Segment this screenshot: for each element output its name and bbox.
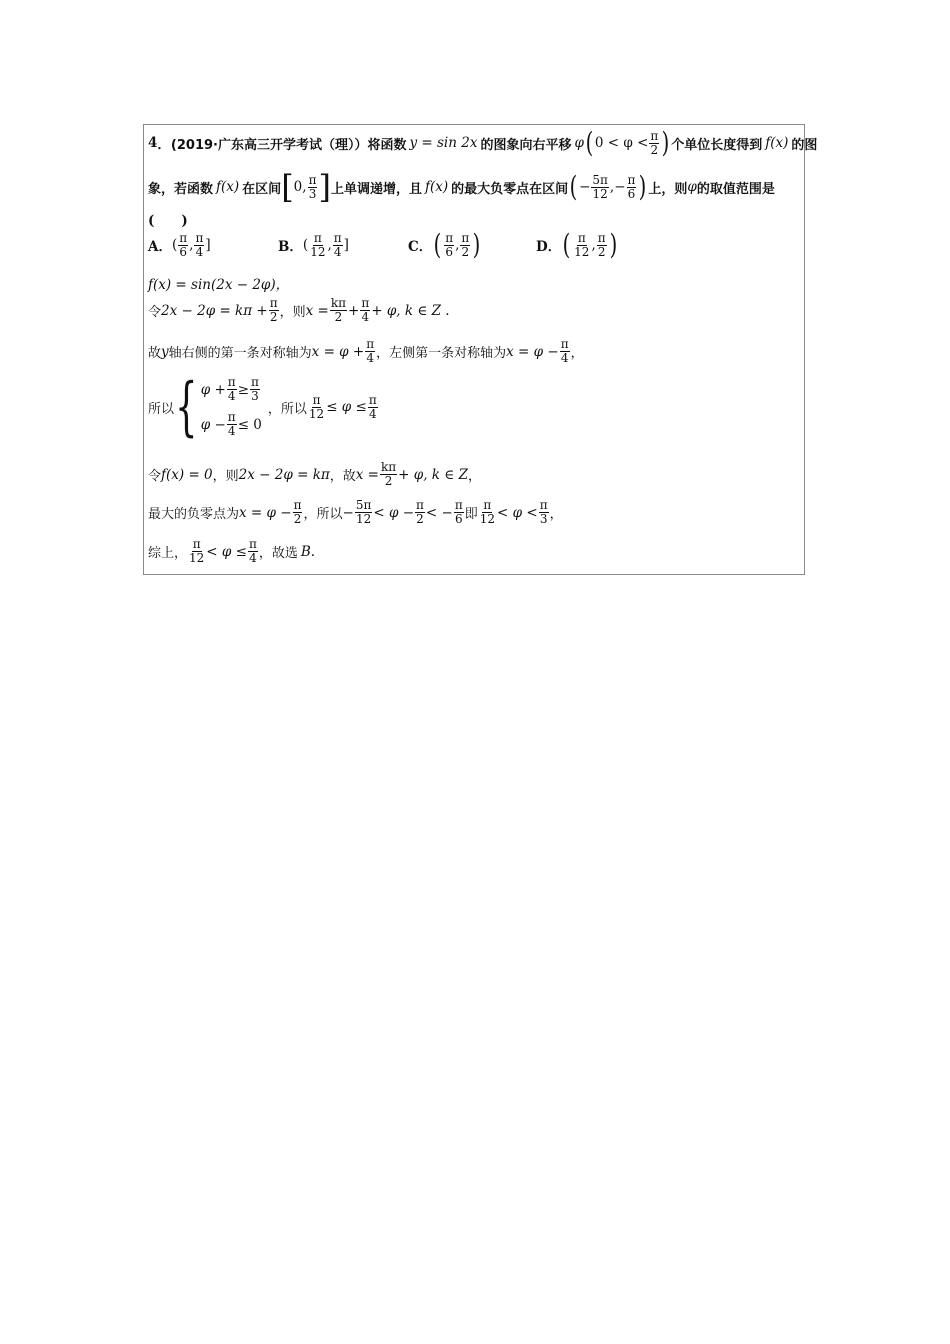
math-text: 12	[310, 244, 326, 259]
solution-line-1	[148, 273, 289, 293]
math-text: 在区间	[242, 181, 282, 197]
answer-blank	[148, 209, 188, 229]
math-text: 12	[308, 406, 325, 421]
math-text: y = sin 2x	[409, 135, 478, 151]
math-text: ，则	[279, 305, 306, 320]
math-text: f(x)	[216, 179, 240, 195]
math-text: 上单调递增，且	[330, 181, 422, 197]
math-text: 4	[227, 424, 236, 438]
math-text: < φ ≤	[206, 543, 247, 560]
math-text: < φ <	[497, 504, 538, 521]
math-text: + φ, k ∈ Z .	[371, 302, 450, 319]
math-text: ，	[549, 507, 563, 522]
math-text: π	[227, 375, 236, 389]
math-text: π	[539, 498, 548, 512]
math-text: 2	[461, 244, 470, 259]
math-text: )	[472, 228, 481, 261]
math-text: )	[609, 228, 617, 261]
math-text: ，	[570, 346, 584, 361]
math-text: 3	[251, 389, 259, 403]
math-text: 4	[333, 244, 342, 259]
question-box	[143, 124, 818, 575]
math-text: π	[560, 337, 569, 351]
math-text: 4	[249, 551, 257, 565]
math-text: 4	[227, 389, 236, 403]
solution-line-3	[148, 338, 584, 365]
math-text: π	[269, 296, 278, 310]
option-b: B． ( π 12 , π 4 ]	[278, 230, 349, 259]
math-text: ≤ 0	[237, 416, 262, 433]
math-text: π	[361, 296, 370, 310]
math-text: 2	[384, 474, 393, 488]
math-text: φ +	[200, 381, 226, 398]
math-text: 的取值范围是	[696, 181, 775, 197]
math-text: f(x) = sin(2x − 2φ)，	[148, 277, 290, 293]
math-text: φ −	[200, 416, 226, 433]
math-text: 综上，	[148, 546, 188, 561]
math-text: x =	[355, 466, 379, 483]
option-c: C． ( π 6 , π 2 )	[408, 228, 481, 261]
math-text: 所以	[148, 401, 175, 417]
math-text: ≤ φ ≤	[326, 399, 367, 415]
math-text: 4	[366, 351, 375, 365]
math-text: 0 < φ <	[594, 135, 649, 151]
solution-line-4	[148, 370, 379, 444]
math-text: x = φ −	[239, 504, 292, 521]
math-text: ，则	[212, 469, 239, 484]
math-text: π	[313, 230, 322, 245]
math-text: 4	[361, 310, 370, 324]
math-text: ，所以	[267, 401, 307, 417]
math-text: 象，若函数	[148, 181, 214, 197]
solution-line-5	[148, 461, 481, 488]
math-text: π	[308, 172, 317, 187]
math-text: π	[461, 230, 470, 245]
math-text: π	[445, 230, 454, 245]
math-text: π	[577, 230, 586, 245]
math-text: (	[171, 237, 178, 253]
math-text: < −	[425, 504, 453, 521]
math-text: 将函数	[367, 137, 407, 153]
problem-line-1: 4 ． (2019·广东高三开学考试（理）） 将函数 y = sin 2x 的图象向右平移 φ ( 0 < φ < π 2 ) 个单位长度得到 f(x) 的图	[148, 126, 818, 159]
math-text: π	[597, 230, 606, 245]
math-text: ，所以	[303, 507, 343, 522]
math-text: 个单位长度得到	[671, 137, 763, 153]
math-text: π	[293, 498, 302, 512]
options-row	[148, 228, 798, 261]
math-text: 3	[308, 186, 317, 201]
problem-line-2: 象，若函数 f(x) 在区间 [ 0, π 3 ] 上单调递增，且 f(x) 的最大负零点在区间 ( − $\frac{5\pi}{12}$ , − $\frac{\pi}{6}$ ) 上，则 φ 的取值范围是	[148, 168, 775, 206]
math-text: π	[454, 498, 463, 512]
math-text: 2	[416, 512, 424, 526]
problem-number: 4	[148, 135, 158, 151]
math-text: π	[179, 230, 188, 245]
math-text: ( )	[148, 213, 188, 229]
math-text: < φ −	[373, 504, 415, 521]
math-text: ]	[343, 237, 349, 253]
math-text: 6	[627, 186, 636, 201]
math-text: π	[366, 337, 375, 351]
math-text: 2x − 2φ = kπ	[238, 466, 330, 483]
math-text: f(x) = 0	[161, 466, 213, 483]
math-text: 即	[464, 507, 478, 522]
math-text: 12	[479, 512, 496, 526]
math-text: x =	[305, 302, 329, 319]
math-text: x = φ +	[311, 343, 365, 360]
math-text: π	[627, 172, 636, 187]
math-text: 2	[650, 142, 659, 157]
option-a: A． ( π 6 , π 4 ]	[148, 230, 211, 259]
math-text: 5π	[592, 172, 608, 187]
math-text: B．	[278, 239, 303, 255]
math-text: 0,	[293, 179, 307, 195]
math-text: 4	[560, 351, 569, 365]
math-text: (	[433, 228, 442, 261]
math-text: 故	[148, 346, 162, 361]
math-text: 5π	[355, 498, 372, 512]
option-d: D． ( π 12 , π 2 )	[536, 228, 617, 261]
math-text: φ	[574, 135, 584, 151]
math-text: ≥	[237, 381, 249, 398]
math-text: 3	[539, 512, 548, 526]
math-text: π	[483, 498, 492, 512]
math-text: 12	[592, 186, 608, 201]
math-text: 2	[334, 310, 343, 324]
math-text: y	[161, 343, 169, 360]
math-text: 12	[189, 551, 205, 565]
math-text: φ	[687, 179, 697, 195]
solution-line-7	[148, 538, 315, 565]
math-text: 的图象向右平移	[480, 137, 572, 153]
math-text: π	[192, 537, 201, 551]
math-text: π	[650, 128, 659, 143]
problem-source: (2019·广东高三开学考试（理））	[170, 137, 368, 153]
math-text: 最大的负零点为	[148, 507, 240, 522]
math-text: 令	[148, 305, 162, 320]
math-text: ，故	[329, 469, 356, 484]
math-text: 6	[445, 244, 453, 259]
math-text: C．	[408, 239, 433, 255]
math-text: −	[342, 504, 354, 521]
math-text: x = φ −	[506, 343, 559, 360]
math-text: A．	[148, 239, 172, 255]
math-text: B.	[300, 543, 316, 560]
math-text: ，	[467, 469, 481, 484]
math-text: 令	[148, 469, 162, 484]
math-text: π	[251, 375, 259, 389]
math-text: D．	[536, 239, 562, 255]
math-text: 上，则	[648, 181, 688, 197]
math-text: π	[195, 230, 204, 245]
math-text: π	[227, 410, 236, 424]
math-text: 6	[454, 512, 463, 526]
math-text: ，故选	[258, 546, 298, 561]
math-text: 4	[368, 406, 377, 421]
math-text: 2	[269, 310, 278, 324]
math-text: f(x)	[765, 135, 789, 151]
math-text: 4	[195, 244, 204, 259]
math-text: 2x − 2φ = kπ +	[161, 302, 268, 319]
math-text: 的最大负零点在区间	[451, 181, 569, 197]
inequality-system: { φ + $\frac{\pi}{4}$ ≥ $\frac{\pi}{3}$ φ − $\frac{\pi}{4}$ ≤ 0	[175, 370, 262, 444]
math-text: f(x)	[424, 179, 449, 195]
math-text: π	[333, 230, 342, 245]
math-text: (	[562, 228, 571, 261]
solution-line-6	[148, 499, 563, 526]
math-text: 12	[355, 512, 372, 526]
math-text: 2	[293, 512, 302, 526]
math-text: ]	[205, 237, 211, 253]
math-text: kπ	[330, 296, 347, 310]
math-text: ，左侧第一条对称轴为	[376, 346, 507, 361]
math-text: 的图	[791, 137, 818, 153]
solution-line-2: 令 2x − 2φ = kπ + $\frac{\pi}{2}$ ，则 x = $\frac{k\pi}{2}$ + $\frac{\pi}{4}$ + φ, k ∈ Z .	[148, 296, 450, 324]
math-text: (	[302, 237, 309, 253]
math-text: π	[312, 392, 321, 407]
math-text: −	[614, 179, 626, 195]
math-text: π	[368, 392, 377, 407]
math-text: 轴右侧的第一条对称轴为	[168, 346, 312, 361]
math-text: π	[416, 498, 424, 512]
math-text: π	[248, 537, 257, 551]
math-text: + φ, k ∈ Z	[398, 466, 468, 483]
math-text: 6	[179, 244, 188, 259]
math-text: 12	[574, 244, 590, 259]
math-text: kπ	[381, 460, 397, 474]
math-text: −	[579, 179, 591, 195]
math-text: 2	[597, 244, 606, 259]
